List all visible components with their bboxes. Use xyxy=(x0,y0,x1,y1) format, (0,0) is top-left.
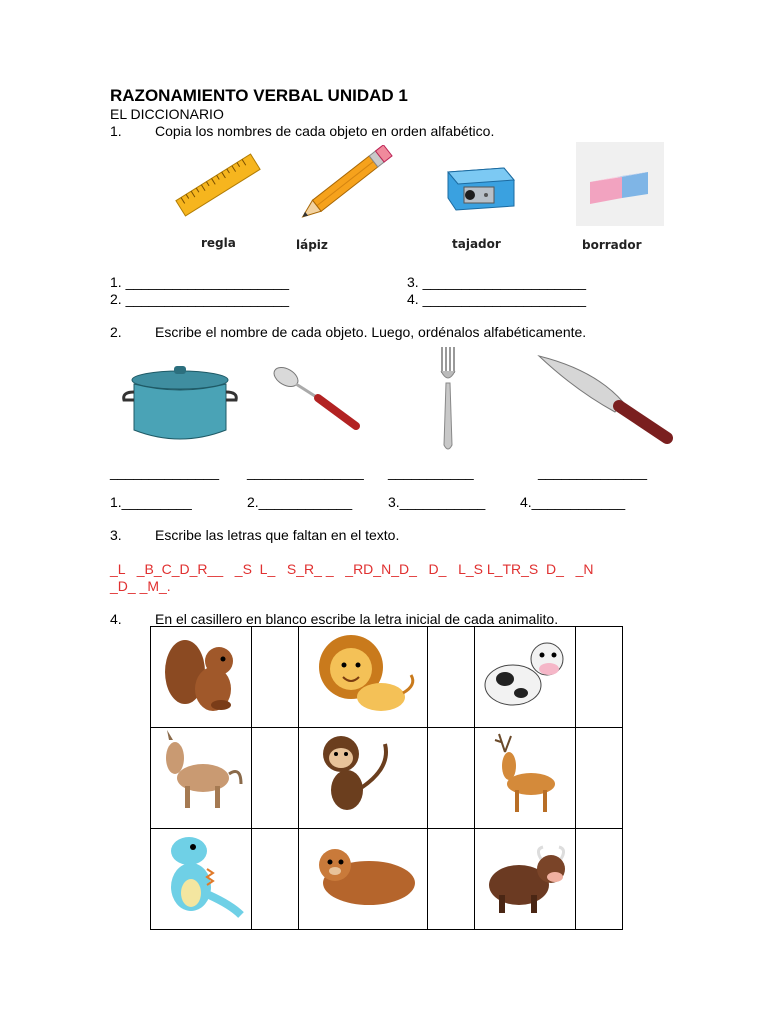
answer-box-donkey[interactable] xyxy=(252,728,299,829)
label-tajador: tajador xyxy=(452,237,501,251)
lion-image xyxy=(299,627,427,722)
spoon-image xyxy=(266,360,366,440)
otter-image xyxy=(299,829,427,924)
squirrel-cell xyxy=(151,627,252,728)
monkey-image xyxy=(299,728,427,823)
q1-answer-4[interactable]: 4. _____________________ xyxy=(407,291,587,307)
q3-text-line-1[interactable]: _L _B_C_D_R__ _S L_ S_R_ _ _RD_N_D_ D_ L_S L_TR_S D_ _N xyxy=(110,561,594,577)
eraser-image-frame xyxy=(576,142,664,226)
donkey-image xyxy=(151,728,251,823)
animal-grid xyxy=(150,626,623,930)
q2-number: 2. xyxy=(110,324,122,340)
q3-text-line-2[interactable]: _D_ _M_. xyxy=(110,578,171,594)
q2-order-blank-2[interactable]: 2.____________ xyxy=(247,494,353,510)
yak-cell xyxy=(475,829,576,930)
q1-number: 1. xyxy=(110,123,122,139)
page-title: RAZONAMIENTO VERBAL UNIDAD 1 xyxy=(110,86,408,105)
q2-order-blank-4[interactable]: 4.____________ xyxy=(520,494,626,510)
q2-name-blank-1[interactable]: ______________ xyxy=(110,464,220,480)
label-lapiz: lápiz xyxy=(296,238,328,252)
q2-order-blank-3[interactable]: 3.___________ xyxy=(388,494,486,510)
dinosaur-image xyxy=(151,829,251,924)
q2-order-blank-1[interactable]: 1._________ xyxy=(110,494,192,510)
deer-cell xyxy=(475,728,576,829)
donkey-cell xyxy=(151,728,252,829)
q3-instruction: Escribe las letras que faltan en el texto. xyxy=(155,527,400,543)
q1-answer-2[interactable]: 2. _____________________ xyxy=(110,291,290,307)
answer-box-squirrel[interactable] xyxy=(252,627,299,728)
q4-instruction: En el casillero en blanco escribe la letra inicial de cada animalito. xyxy=(155,611,559,627)
q2-name-blank-2[interactable]: _______________ xyxy=(247,464,364,480)
otter-cell xyxy=(299,829,428,930)
lion-cell xyxy=(299,627,428,728)
sharpener-image xyxy=(440,160,520,215)
answer-box-deer[interactable] xyxy=(576,728,623,829)
page-subtitle: EL DICCIONARIO xyxy=(110,106,224,122)
answer-box-cow[interactable] xyxy=(576,627,623,728)
eraser-image xyxy=(576,142,664,226)
label-borrador: borrador xyxy=(582,238,642,252)
q2-name-blank-4[interactable]: ______________ xyxy=(538,464,648,480)
cow-cell xyxy=(475,627,576,728)
cow-image xyxy=(475,627,575,722)
monkey-cell xyxy=(299,728,428,829)
dinosaur-cell xyxy=(151,829,252,930)
fork-image xyxy=(432,345,464,455)
yak-image xyxy=(475,829,575,924)
squirrel-image xyxy=(151,627,251,722)
answer-box-lion[interactable] xyxy=(428,627,475,728)
q1-answer-3[interactable]: 3. _____________________ xyxy=(407,274,587,290)
label-regla: regla xyxy=(201,236,236,250)
q3-number: 3. xyxy=(110,527,122,543)
pencil-image xyxy=(288,145,403,225)
q1-answer-1[interactable]: 1. _____________________ xyxy=(110,274,290,290)
q2-instruction: Escribe el nombre de cada objeto. Luego, ordénalos alfabéticamente. xyxy=(155,324,587,340)
answer-box-yak[interactable] xyxy=(576,829,623,930)
q4-number: 4. xyxy=(110,611,122,627)
ruler-image xyxy=(172,150,264,220)
answer-box-otter[interactable] xyxy=(428,829,475,930)
q1-instruction: Copia los nombres de cada objeto en orden alfabético. xyxy=(155,123,495,139)
q2-name-blank-3[interactable]: ___________ xyxy=(388,464,474,480)
pot-image xyxy=(118,352,243,452)
knife-image xyxy=(535,350,675,450)
answer-box-dinosaur[interactable] xyxy=(252,829,299,930)
answer-box-monkey[interactable] xyxy=(428,728,475,829)
deer-image xyxy=(475,728,575,823)
